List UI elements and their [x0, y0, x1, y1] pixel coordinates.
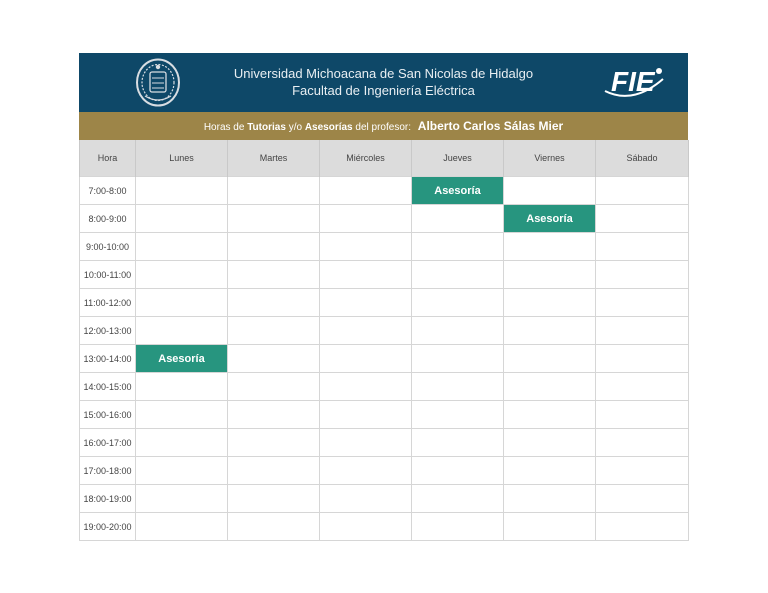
empty-slot: [412, 205, 504, 233]
table-row: [80, 205, 689, 233]
empty-slot: [596, 177, 689, 205]
hour-cell: 13:00-14:00: [80, 345, 136, 373]
hour-cell: 19:00-20:00: [80, 513, 136, 541]
subheader-tutorias: Tutorias: [247, 122, 286, 133]
table-row: [80, 401, 689, 429]
empty-slot: [504, 289, 596, 317]
empty-slot: [136, 457, 228, 485]
fie-logo-icon: [601, 61, 667, 103]
table-row: [80, 289, 689, 317]
empty-slot: [504, 401, 596, 429]
table-row: [80, 485, 689, 513]
empty-slot: [320, 317, 412, 345]
empty-slot: [320, 457, 412, 485]
empty-slot: [136, 261, 228, 289]
asesoria-slot: Asesoría: [504, 205, 596, 233]
table-row: [80, 373, 689, 401]
hour-cell: 7:00-8:00: [80, 177, 136, 205]
hour-cell: 9:00-10:00: [80, 233, 136, 261]
empty-slot: [136, 485, 228, 513]
empty-slot: [136, 233, 228, 261]
empty-slot: [504, 373, 596, 401]
empty-slot: [412, 429, 504, 457]
hour-cell: 16:00-17:00: [80, 429, 136, 457]
column-header: Lunes: [136, 140, 228, 177]
empty-slot: [596, 317, 689, 345]
table-row: [80, 233, 689, 261]
table-row: [80, 317, 689, 345]
empty-slot: [412, 345, 504, 373]
header-banner: [79, 53, 688, 112]
empty-slot: [320, 345, 412, 373]
hour-cell: 8:00-9:00: [80, 205, 136, 233]
empty-slot: [320, 289, 412, 317]
empty-slot: [228, 401, 320, 429]
empty-slot: [228, 513, 320, 541]
column-header: Viernes: [504, 140, 596, 177]
empty-slot: [412, 317, 504, 345]
empty-slot: [504, 429, 596, 457]
subheader-text-1: Horas de: [203, 122, 245, 133]
empty-slot: [596, 233, 689, 261]
empty-slot: [320, 485, 412, 513]
table-row: [80, 345, 689, 373]
asesoria-slot: Asesoría: [412, 177, 504, 205]
empty-slot: [412, 233, 504, 261]
empty-slot: [504, 513, 596, 541]
asesoria-slot: Asesoría: [136, 345, 228, 373]
hour-cell: 17:00-18:00: [80, 457, 136, 485]
subheader-text-3: del profesor:: [355, 122, 411, 133]
empty-slot: [228, 457, 320, 485]
hour-cell: 15:00-16:00: [80, 401, 136, 429]
empty-slot: [136, 513, 228, 541]
empty-slot: [228, 289, 320, 317]
column-header: Sábado: [596, 140, 689, 177]
empty-slot: [320, 373, 412, 401]
empty-slot: [136, 177, 228, 205]
empty-slot: [228, 429, 320, 457]
empty-slot: [412, 513, 504, 541]
empty-slot: [228, 205, 320, 233]
empty-slot: [320, 177, 412, 205]
empty-slot: [228, 485, 320, 513]
empty-slot: [228, 177, 320, 205]
schedule-body: [80, 177, 689, 541]
empty-slot: [412, 457, 504, 485]
empty-slot: [228, 233, 320, 261]
empty-slot: [320, 429, 412, 457]
empty-slot: [228, 317, 320, 345]
empty-slot: [596, 373, 689, 401]
subheader-asesorias: Asesorías: [304, 122, 353, 133]
empty-slot: [136, 373, 228, 401]
empty-slot: [412, 289, 504, 317]
empty-slot: [596, 429, 689, 457]
empty-slot: [320, 261, 412, 289]
empty-slot: [228, 345, 320, 373]
column-header: Martes: [228, 140, 320, 177]
empty-slot: [504, 261, 596, 289]
schedule-sheet: [79, 53, 688, 541]
empty-slot: [504, 317, 596, 345]
empty-slot: [504, 457, 596, 485]
column-header: Jueves: [412, 140, 504, 177]
empty-slot: [136, 401, 228, 429]
hour-cell: 12:00-13:00: [80, 317, 136, 345]
empty-slot: [504, 177, 596, 205]
table-row: [80, 513, 689, 541]
empty-slot: [596, 401, 689, 429]
empty-slot: [412, 485, 504, 513]
empty-slot: [596, 261, 689, 289]
hour-cell: 10:00-11:00: [80, 261, 136, 289]
empty-slot: [320, 513, 412, 541]
empty-slot: [412, 401, 504, 429]
empty-slot: [136, 317, 228, 345]
table-header-row: [80, 140, 689, 177]
empty-slot: [596, 345, 689, 373]
empty-slot: [504, 485, 596, 513]
professor-name: Alberto Carlos Sálas Mier: [417, 119, 564, 133]
empty-slot: [136, 289, 228, 317]
faculty-name: Facultad de Ingeniería Eléctrica: [292, 83, 475, 98]
empty-slot: [320, 233, 412, 261]
schedule-table: [79, 140, 689, 541]
table-row: [80, 177, 689, 205]
table-row: [80, 261, 689, 289]
empty-slot: [504, 233, 596, 261]
empty-slot: [596, 485, 689, 513]
empty-slot: [412, 373, 504, 401]
empty-slot: [596, 513, 689, 541]
empty-slot: [504, 345, 596, 373]
table-row: [80, 457, 689, 485]
empty-slot: [136, 205, 228, 233]
subheader-text-2: y/o: [288, 122, 303, 133]
empty-slot: [412, 261, 504, 289]
column-header: Hora: [80, 140, 136, 177]
column-header: Miércoles: [320, 140, 412, 177]
empty-slot: [596, 289, 689, 317]
empty-slot: [136, 429, 228, 457]
university-name: Universidad Michoacana de San Nicolas de Hidalgo: [233, 66, 534, 81]
empty-slot: [228, 261, 320, 289]
hour-cell: 18:00-19:00: [80, 485, 136, 513]
empty-slot: [228, 373, 320, 401]
professor-bar: [79, 112, 688, 140]
empty-slot: [320, 401, 412, 429]
table-row: [80, 429, 689, 457]
fie-logo-text: FIE: [611, 66, 655, 97]
hour-cell: 11:00-12:00: [80, 289, 136, 317]
empty-slot: [320, 205, 412, 233]
empty-slot: [596, 205, 689, 233]
empty-slot: [596, 457, 689, 485]
hour-cell: 14:00-15:00: [80, 373, 136, 401]
